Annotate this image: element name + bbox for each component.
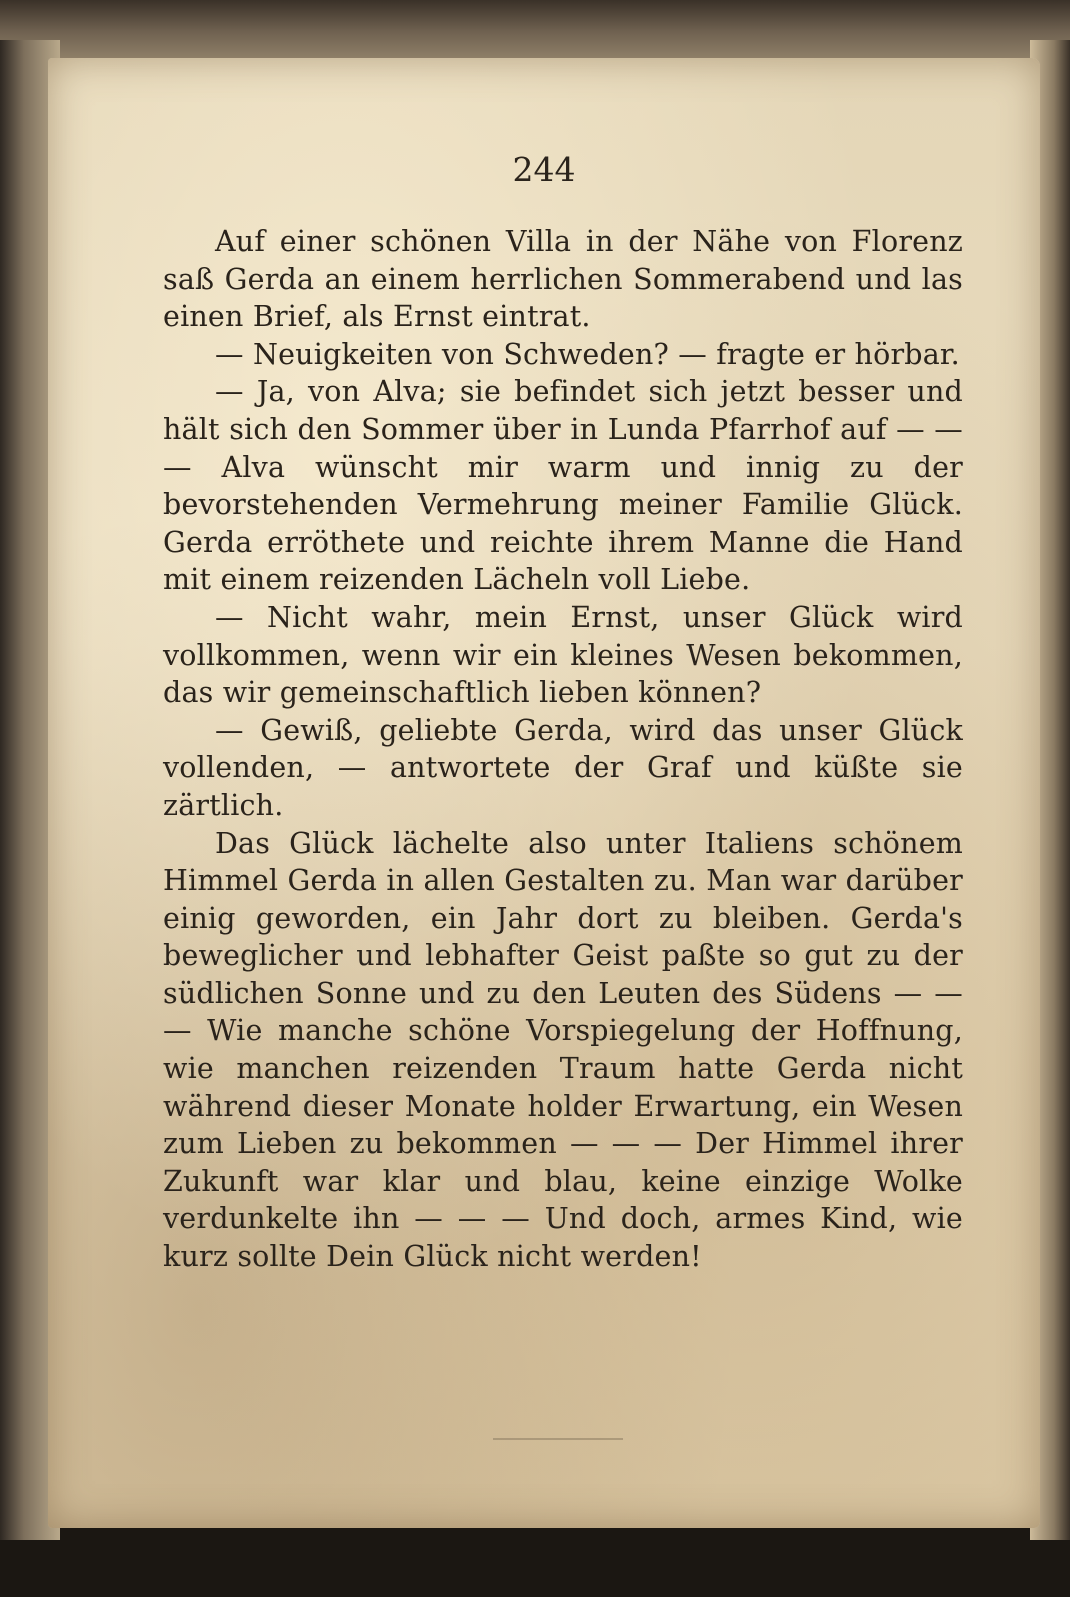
paragraph-4: — Nicht wahr, mein Ernst, unser Glück wird vollkommen, wenn wir ein kleines Wesen bekommen, das wir gemeinschaftlich lieben können?: [163, 600, 963, 710]
paragraph-1: Auf einer schönen Villa in der Nähe von Florenz saß Gerda an einem herrlichen Sommerabend und las einen Brief, als Ernst eintrat.: [163, 225, 963, 334]
body-text: [163, 223, 963, 1276]
paragraph-5: — Gewiß, geliebte Gerda, wird das unser Glück vollenden, — antwortete der Graf und küßte sie zärtlich.: [163, 713, 963, 822]
paragraph-2: — Neuigkeiten von Schweden? — fragte er hörbar.: [215, 337, 960, 371]
end-rule-divider: [493, 1438, 623, 1440]
page-number: 244: [512, 150, 576, 189]
paragraph-3: — Ja, von Alva; sie befindet sich jetzt besser und hält sich den Sommer über in Lunda Pfarrhof auf — — — Alva wünscht mir warm und innig zu der bevorstehenden Vermehrung meiner Familie Glück. Gerda erröthete und reichte ihrem Manne die Hand mit einem reizenden Lächeln voll Liebe.: [163, 375, 963, 597]
paper-page: [48, 58, 1040, 1528]
paragraph-6: Das Glück lächelte also unter Italiens schönem Himmel Gerda in allen Gestalten zu. Man war darüber einig geworden, ein Jahr dort zu bleiben. Gerda's beweglicher und lebhafter Geist paßte so gut zu der südlichen Sonne und zu den Leuten des Südens — — — Wie manche schöne Vorspiegelung der Hoffnung, wie manchen reizenden Traum hatte Gerda nicht während dieser Monate holder Erwartung, ein Wesen zum Lieben zu bekommen — — — Der Himmel ihrer Zukunft war klar und blau, keine einzige Wolke verdunkelte ihn — — — Und doch, armes Kind, wie kurz sollte Dein Glück nicht werden!: [163, 826, 963, 1274]
